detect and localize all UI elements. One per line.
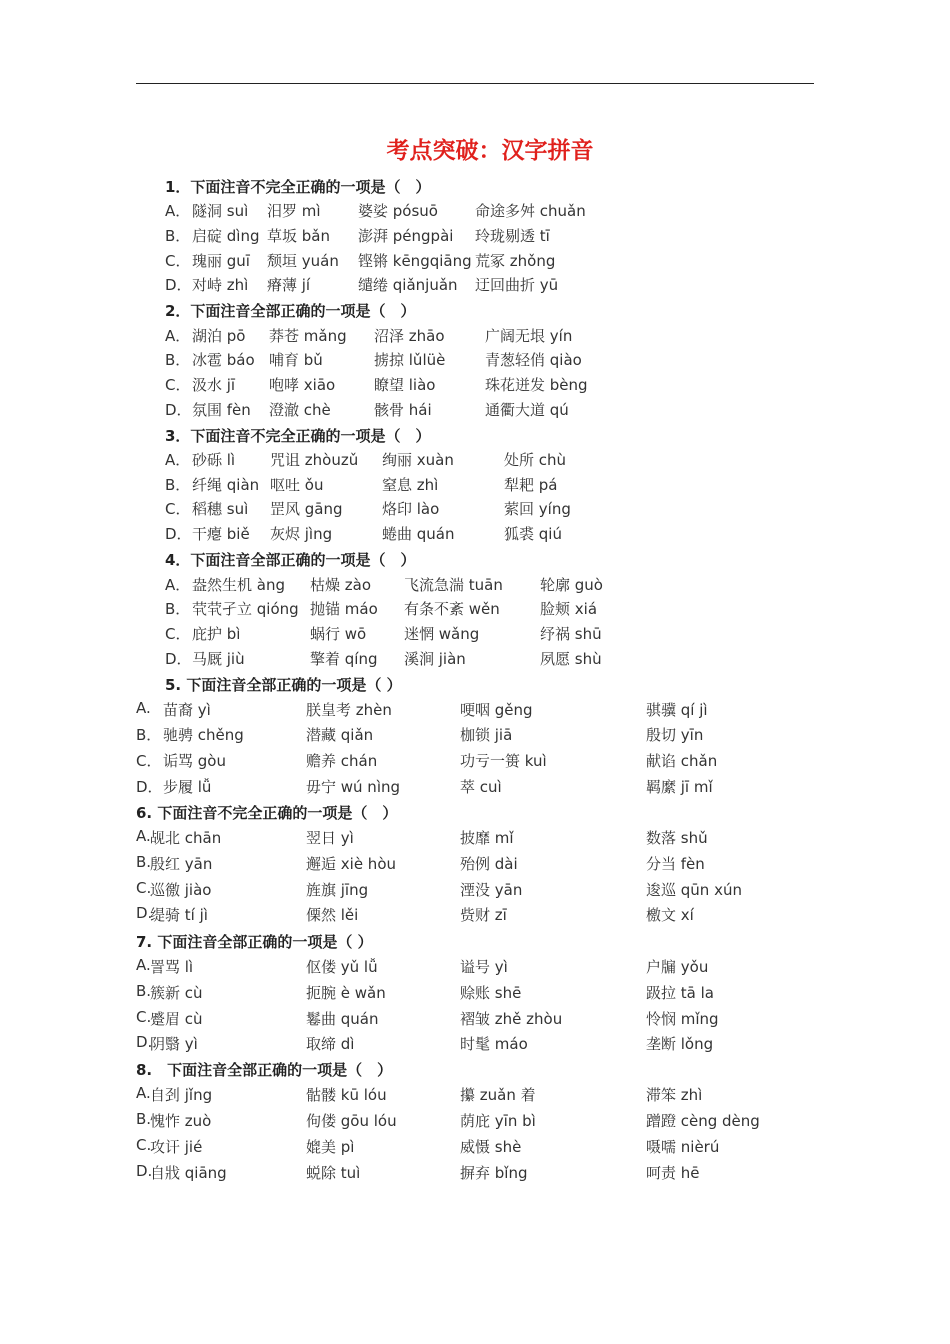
question-2-option-row xyxy=(0,399,950,419)
option-term: 玲珑剔透 tī xyxy=(475,227,550,245)
question-2-option-row xyxy=(0,325,950,345)
option-term: 冰雹 báo xyxy=(192,351,255,369)
option-letter: A. xyxy=(136,699,151,717)
question-1-prompt: 1．下面注音不完全正确的一项是（ ） xyxy=(165,178,431,196)
question-3-prompt: 3．下面注音不完全正确的一项是（ ） xyxy=(165,427,431,445)
question-7-option-row xyxy=(0,982,950,1002)
option-term: 垄断 lǒng xyxy=(646,1035,714,1053)
option-letter: C． xyxy=(165,252,191,270)
option-term: 萃 cuì xyxy=(460,778,502,796)
option-term: 殷红 yān xyxy=(150,855,213,873)
option-term: 荫庇 yīn bì xyxy=(460,1112,536,1130)
option-term: 取缔 dì xyxy=(306,1035,355,1053)
option-term: 盎然生机 àng xyxy=(192,576,285,594)
option-term: 驰骋 chěng xyxy=(163,726,244,744)
option-term: 瑰丽 guī xyxy=(192,252,250,270)
option-term: 婆娑 pósuō xyxy=(358,202,438,220)
option-term: 蜗行 wō xyxy=(310,625,367,643)
option-term: 轮廓 guò xyxy=(540,576,603,594)
option-term: 隧洞 suì xyxy=(192,202,249,220)
option-term: 赀财 zī xyxy=(460,906,507,924)
question-1-option-row xyxy=(0,200,950,220)
option-term: 殆例 dài xyxy=(460,855,518,873)
question-3-option-row xyxy=(0,474,950,494)
option-term: 时髦 máo xyxy=(460,1035,528,1053)
option-term: 纤绳 qiàn xyxy=(192,476,260,494)
question-5-option-row xyxy=(0,724,950,744)
option-term: 滞笨 zhì xyxy=(646,1086,703,1104)
option-term: 蹭蹬 cèng dèng xyxy=(646,1112,760,1130)
question-1-option-row xyxy=(0,274,950,294)
question-6-prompt: 6. 下面注音不完全正确的一项是（ ） xyxy=(136,804,398,822)
option-letter: C． xyxy=(165,625,191,643)
option-term: 嗫嚅 nièrú xyxy=(646,1138,720,1156)
option-term: 逡巡 qūn xún xyxy=(646,881,742,899)
question-1-option-row xyxy=(0,250,950,270)
option-term: 哺育 bǔ xyxy=(269,351,323,369)
option-term: 功亏一篑 kuì xyxy=(460,752,547,770)
option-term: 莽苍 mǎng xyxy=(269,327,347,345)
question-8-option-row xyxy=(0,1136,950,1156)
option-letter: D． xyxy=(165,650,192,668)
option-term: 檄文 xí xyxy=(646,906,694,924)
option-term: 赡养 chán xyxy=(306,752,378,770)
option-letter: B． xyxy=(165,476,191,494)
question-1-option-row xyxy=(0,225,950,245)
option-letter: D. xyxy=(136,1162,153,1180)
option-letter: D． xyxy=(165,401,192,419)
option-term: 伛偻 yǔ lǚ xyxy=(306,958,378,976)
question-4-option-row xyxy=(0,623,950,643)
option-term: 步履 lǚ xyxy=(163,778,212,796)
option-term: 怜悯 mǐng xyxy=(646,1010,719,1028)
option-term: 毋宁 wú nìng xyxy=(306,778,401,796)
option-letter: A. xyxy=(136,956,151,974)
option-term: 铿锵 kēngqiāng xyxy=(358,252,472,270)
option-term: 自刭 jǐng xyxy=(150,1086,213,1104)
option-term: 谥号 yì xyxy=(460,958,508,976)
option-term: 通衢大道 qú xyxy=(485,401,569,419)
option-term: 攥 zuǎn 着 xyxy=(460,1086,536,1104)
option-term: 咆哮 xiāo xyxy=(269,376,336,394)
question-5-prompt: 5. 下面注音全部正确的一项是（ ） xyxy=(165,676,402,694)
option-term: 罡风 gāng xyxy=(270,500,343,518)
option-term: 稻穗 suì xyxy=(192,500,249,518)
option-letter: B． xyxy=(136,726,162,744)
option-term: 干瘪 biě xyxy=(192,525,250,543)
question-4-prompt: 4．下面注音全部正确的一项是（ ） xyxy=(165,551,416,569)
option-letter: D． xyxy=(165,525,192,543)
question-7-option-row xyxy=(0,1008,950,1028)
option-term: 砂砾 lì xyxy=(192,451,236,469)
option-term: 绚丽 xuàn xyxy=(382,451,454,469)
option-term: 青葱轻俏 qiào xyxy=(485,351,582,369)
option-term: 湖泊 pō xyxy=(192,327,246,345)
option-term: 草坂 bǎn xyxy=(267,227,330,245)
option-term: 犁耙 pá xyxy=(504,476,558,494)
option-term: 脸颊 xiá xyxy=(540,600,598,618)
option-term: 庇护 bì xyxy=(192,625,241,643)
option-letter: B. xyxy=(136,853,152,871)
option-term: 羁縻 jī mǐ xyxy=(646,778,713,796)
question-6-option-row xyxy=(0,827,950,847)
option-term: 披靡 mǐ xyxy=(460,829,514,847)
header-rule xyxy=(136,83,814,84)
option-term: 巡徼 jiào xyxy=(150,881,212,899)
option-term: 扼腕 è wǎn xyxy=(306,984,386,1002)
question-7-prompt: 7. 下面注音全部正确的一项是（ ） xyxy=(136,933,373,951)
question-2-prompt: 2．下面注音全部正确的一项是（ ） xyxy=(165,302,416,320)
option-term: 潜藏 qiǎn xyxy=(306,726,374,744)
option-letter: B． xyxy=(165,600,191,618)
option-term: 旌旗 jīng xyxy=(306,881,369,899)
option-term: 骐骥 qí jì xyxy=(646,701,708,719)
question-8-option-row xyxy=(0,1162,950,1182)
question-5-option-row xyxy=(0,776,950,796)
option-term: 溪涧 jiàn xyxy=(404,650,466,668)
option-letter: B． xyxy=(165,351,191,369)
question-8-option-row xyxy=(0,1084,950,1104)
option-term: 蜕除 tuì xyxy=(306,1164,361,1182)
option-term: 缱绻 qiǎnjuǎn xyxy=(358,276,458,294)
option-letter: C. xyxy=(136,1008,152,1026)
option-term: 愧怍 zuò xyxy=(150,1112,212,1130)
option-term: 户牖 yǒu xyxy=(646,958,709,976)
option-term: 萦回 yíng xyxy=(504,500,571,518)
option-term: 沼泽 zhāo xyxy=(374,327,445,345)
option-term: 抛锚 máo xyxy=(310,600,378,618)
option-term: 骷髅 kū lóu xyxy=(306,1086,387,1104)
option-term: 攻讦 jié xyxy=(150,1138,203,1156)
option-letter: A． xyxy=(165,202,191,220)
option-term: 鬈曲 quán xyxy=(306,1010,379,1028)
option-term: 殷切 yīn xyxy=(646,726,704,744)
option-term: 澎湃 péngpài xyxy=(358,227,454,245)
question-3-option-row xyxy=(0,498,950,518)
option-letter: A. xyxy=(136,827,151,845)
option-term: 夙愿 shù xyxy=(540,650,602,668)
option-letter: C. xyxy=(136,879,152,897)
option-term: 迷惘 wǎng xyxy=(404,625,480,643)
option-term: 荒冢 zhǒng xyxy=(475,252,556,270)
option-term: 佝偻 gōu lóu xyxy=(306,1112,397,1130)
option-term: 褶皱 zhě zhòu xyxy=(460,1010,563,1028)
option-term: 汨罗 mì xyxy=(267,202,321,220)
question-8-option-row xyxy=(0,1110,950,1130)
option-term: 迂回曲折 yū xyxy=(475,276,559,294)
option-term: 献谄 chǎn xyxy=(646,752,718,770)
question-4-option-row xyxy=(0,598,950,618)
option-term: 有条不紊 wěn xyxy=(404,600,500,618)
question-7-option-row xyxy=(0,956,950,976)
option-letter: B． xyxy=(165,227,191,245)
option-term: 湮没 yān xyxy=(460,881,523,899)
option-term: 广阔无垠 yín xyxy=(485,327,573,345)
option-term: 马厩 jiù xyxy=(192,650,245,668)
option-letter: A． xyxy=(165,327,191,345)
option-letter: A. xyxy=(136,1084,151,1102)
option-term: 烙印 lào xyxy=(382,500,440,518)
option-term: 蜷曲 quán xyxy=(382,525,455,543)
option-letter: C． xyxy=(165,500,191,518)
option-term: 瘠薄 jí xyxy=(267,276,311,294)
option-term: 赊账 shē xyxy=(460,984,522,1002)
option-term: 自戕 qiāng xyxy=(150,1164,227,1182)
option-term: 汲水 jī xyxy=(192,376,236,394)
option-term: 簇新 cù xyxy=(150,984,203,1002)
option-letter: B. xyxy=(136,1110,152,1128)
option-term: 缇骑 tí jì xyxy=(150,906,208,924)
option-term: 窒息 zhì xyxy=(382,476,439,494)
question-4-option-row xyxy=(0,574,950,594)
question-6-option-row xyxy=(0,853,950,873)
question-6-option-row xyxy=(0,904,950,924)
option-letter: C． xyxy=(165,376,191,394)
option-term: 邂逅 xiè hòu xyxy=(306,855,397,873)
option-term: 颓垣 yuán xyxy=(267,252,339,270)
option-term: 觇北 chān xyxy=(150,829,222,847)
option-term: 对峙 zhì xyxy=(192,276,249,294)
question-8-prompt: 8. 下面注音全部正确的一项是（ ） xyxy=(136,1061,393,1079)
option-term: 翌日 yì xyxy=(306,829,354,847)
question-6-option-row xyxy=(0,879,950,899)
option-term: 茕茕孑立 qióng xyxy=(192,600,299,618)
option-term: 哽咽 gěng xyxy=(460,701,533,719)
option-term: 咒诅 zhòuzǔ xyxy=(270,451,359,469)
option-term: 珠花迸发 bèng xyxy=(485,376,588,394)
option-term: 蹙眉 cù xyxy=(150,1010,203,1028)
option-term: 摒弃 bǐng xyxy=(460,1164,528,1182)
option-term: 诟骂 gòu xyxy=(163,752,226,770)
option-term: 枯燥 zào xyxy=(310,576,372,594)
option-term: 詈骂 lì xyxy=(150,958,194,976)
option-term: 苗裔 yì xyxy=(163,701,211,719)
option-letter: D. xyxy=(136,904,153,922)
option-term: 掳掠 lǔlüè xyxy=(374,351,446,369)
option-term: 瞭望 liào xyxy=(374,376,436,394)
option-term: 呕吐 ǒu xyxy=(270,476,324,494)
option-letter: D. xyxy=(136,1033,153,1051)
option-term: 启碇 dìng xyxy=(192,227,260,245)
option-term: 擎着 qíng xyxy=(310,650,378,668)
option-term: 阴翳 yì xyxy=(150,1035,198,1053)
option-term: 数落 shǔ xyxy=(646,829,708,847)
option-term: 骸骨 hái xyxy=(374,401,432,419)
option-term: 飞流急湍 tuān xyxy=(404,576,503,594)
option-letter: C. xyxy=(136,1136,152,1154)
question-4-option-row xyxy=(0,648,950,668)
option-term: 灰烬 jìng xyxy=(270,525,333,543)
question-7-option-row xyxy=(0,1033,950,1053)
option-term: 枷锁 jiā xyxy=(460,726,513,744)
page-title: 考点突破：汉字拼音 xyxy=(386,137,594,164)
option-term: 处所 chù xyxy=(504,451,567,469)
question-5-option-row xyxy=(0,750,950,770)
option-term: 澄澈 chè xyxy=(269,401,331,419)
option-letter: D． xyxy=(136,778,163,796)
option-term: 狐裘 qiú xyxy=(504,525,562,543)
option-letter: A． xyxy=(165,451,191,469)
question-3-option-row xyxy=(0,523,950,543)
option-letter: C． xyxy=(136,752,162,770)
question-5-option-row xyxy=(0,699,950,719)
question-3-option-row xyxy=(0,449,950,469)
option-term: 媲美 pì xyxy=(306,1138,355,1156)
option-letter: A． xyxy=(165,576,191,594)
option-term: 分当 fèn xyxy=(646,855,705,873)
option-letter: B. xyxy=(136,982,152,1000)
option-term: 趿拉 tā la xyxy=(646,984,714,1002)
question-2-option-row xyxy=(0,374,950,394)
option-term: 氛围 fèn xyxy=(192,401,251,419)
option-term: 呵责 hē xyxy=(646,1164,700,1182)
option-term: 傈然 lěi xyxy=(306,906,359,924)
option-term: 朕皇考 zhèn xyxy=(306,701,392,719)
option-term: 纾祸 shū xyxy=(540,625,602,643)
option-letter: D． xyxy=(165,276,192,294)
question-2-option-row xyxy=(0,349,950,369)
option-term: 威慑 shè xyxy=(460,1138,522,1156)
option-term: 命途多舛 chuǎn xyxy=(475,202,586,220)
